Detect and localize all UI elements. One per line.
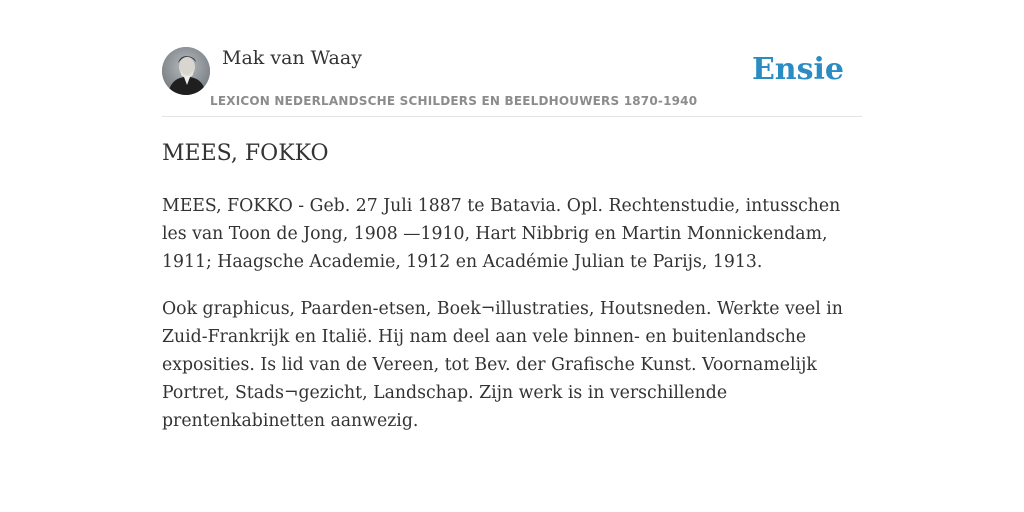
article-paragraph: Ook graphicus, Paarden-etsen, Boek¬illustraties, Houtsneden. Werkte veel in Zuid-Frankrijk en Italië. Hij nam deel aan vele binnen- en buitenlandsche exposities. Is lid van de Vereen, tot Bev. der Grafische Kunst. Voornamelijk Portret, Stads¬gezicht, Landschap. Zijn werk is in verschillende prentenkabinetten aanwezig. — [162, 299, 843, 431]
portrait-icon — [162, 47, 210, 95]
article-body — [162, 192, 862, 454]
lexicon-subtitle[interactable]: LEXICON NEDERLANDSCHE SCHILDERS EN BEELDHOUWERS 1870-1940 — [210, 94, 698, 108]
article-title: MEES, FOKKO — [162, 141, 329, 166]
ensie-logo-link[interactable]: Ensie — [751, 52, 844, 87]
avatar[interactable] — [162, 47, 210, 95]
article-paragraph: MEES, FOKKO - Geb. 27 Juli 1887 te Batavia. Opl. Rechtenstudie, intusschen les van Toon de Jong, 1908 —1910, Hart Nibbrig en Martin Monnickendam, 1911; Haagsche Academie, 1912 en Académie Julian te Parijs, 1913. — [162, 196, 841, 272]
header — [162, 46, 862, 117]
author-name[interactable]: Mak van Waay — [222, 47, 362, 69]
